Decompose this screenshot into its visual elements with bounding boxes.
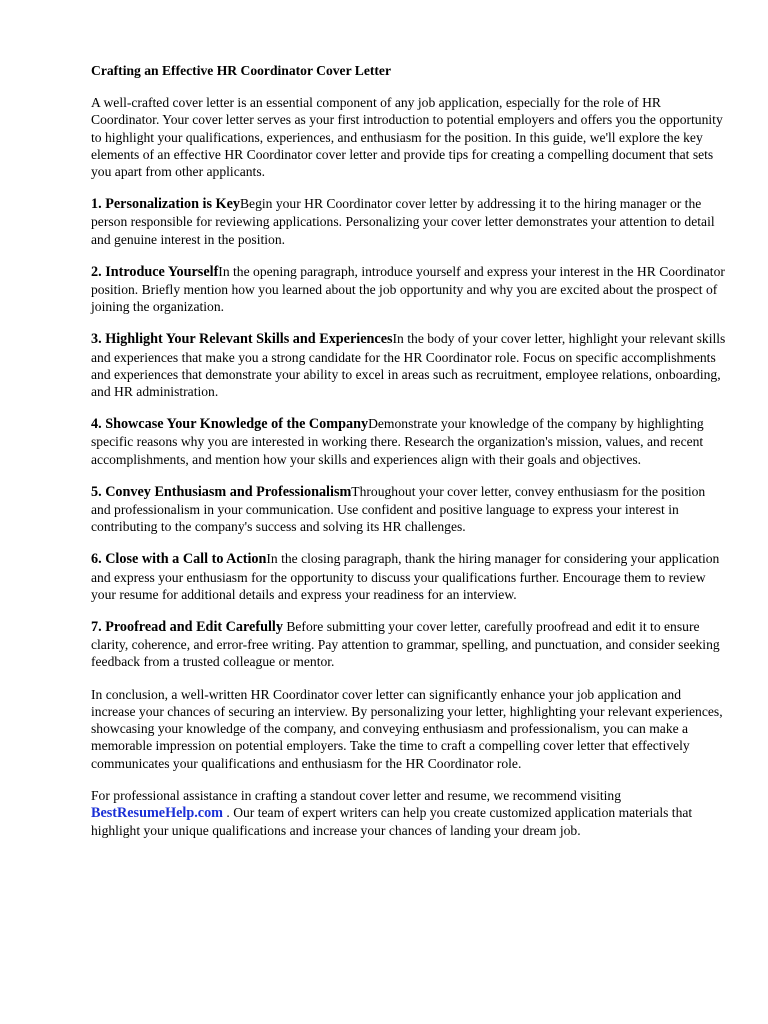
section-3 [91,330,727,400]
section-heading-4: 4. Showcase Your Knowledge of the Company [91,416,369,433]
intro-paragraph: A well-crafted cover letter is an essential component of any job application, especially for the role of HR Coordinator. Your cover letter serves as your first introduction to potential employers and offers you the opportunity to highlight your qualifications, experiences, and enthusiasm for the position. In this guide, we'll explore the key elements of an effective HR Coordinator cover letter and provide tips for creating a compelling document that sets you apart from other applicants. [91,95,723,180]
section-body-2: In the opening paragraph, introduce yourself and express your interest in the HR Coordinator position. Briefly mention how you learned about the job opportunity and why you are excited about the prospect of joining the organization. [91,263,725,315]
section-7 [91,618,727,671]
section-4 [91,415,727,468]
section-body-4: Demonstrate your knowledge of the company by highlighting specific reasons why you are interested in working there. Research the organization's mission, values, and recent accomplishments, and mention how your skills and experiences align with their goals and objectives. [91,416,704,467]
section-heading-6: 6. Close with a Call to Action [91,551,267,568]
section-6 [91,550,727,603]
section-5 [91,483,727,536]
section-heading-2: 2. Introduce Yourself [91,263,219,280]
section-2 [91,263,727,316]
closing-text-after-link: . Our team of expert writers can help you create customized application materials that highlight your unique qualifications and increase your chances of landing your dream job. [91,804,693,839]
section-body-3: In the body of your cover letter, highlight your relevant skills and experiences that make you a strong candidate for the HR Coordinator role. Focus on specific accomplishments and experiences that demonstrate your ability to excel in areas such as recruitment, employee relations, onboarding, and HR administration. [91,331,726,400]
section-heading-5: 5. Convey Enthusiasm and Professionalism [91,483,352,500]
section-heading-1: 1. Personalization is Key [91,196,240,213]
section-body-5: Throughout your cover letter, convey enthusiasm for the position and professionalism in your communication. Use confident and positive language to express your interest in contributing to the company's success and solving its HR challenges. [91,483,706,535]
closing-paragraph [91,787,727,840]
section-body-6: In the closing paragraph, thank the hiring manager for considering your application and express your enthusiasm for the opportunity to discuss your qualifications further. Encourage them to review your resume for additional details and express your readiness for an interview. [91,551,720,602]
bestresumehelp-link[interactable]: BestResumeHelp.com [91,804,223,821]
conclusion-paragraph: In conclusion, a well-written HR Coordinator cover letter can significantly enhance your job application and increase your chances of securing an interview. By personalizing your letter, highlighting your relevant experiences, showcasing your knowledge of the company, and conveying enthusiasm and professionalism, you can make a memorable impression on potential employers. Take the time to craft a compelling cover letter that effectively communicates your qualifications and enthusiasm for the HR Coordinator role. [91,686,723,771]
document-page [91,62,727,854]
document-title: Crafting an Effective HR Coordinator Cover Letter [91,63,391,78]
section-heading-3: 3. Highlight Your Relevant Skills and Experiences [91,331,393,348]
section-body-1: Begin your HR Coordinator cover letter by addressing it to the hiring manager or the person responsible for reviewing applications. Personalizing your cover letter demonstrates your attention to detail and genuine interest in the position. [91,196,715,247]
closing-text-before-link: For professional assistance in crafting a standout cover letter and resume, we recommend visiting [91,787,621,803]
section-heading-7: 7. Proofread and Edit Carefully [91,619,283,636]
section-body-7: Before submitting your cover letter, carefully proofread and edit it to ensure clarity, coherence, and error-free writing. Pay attention to grammar, spelling, and punctuation, and consider seeking feedback from a trusted colleague or mentor. [91,619,720,670]
section-1 [91,195,727,248]
